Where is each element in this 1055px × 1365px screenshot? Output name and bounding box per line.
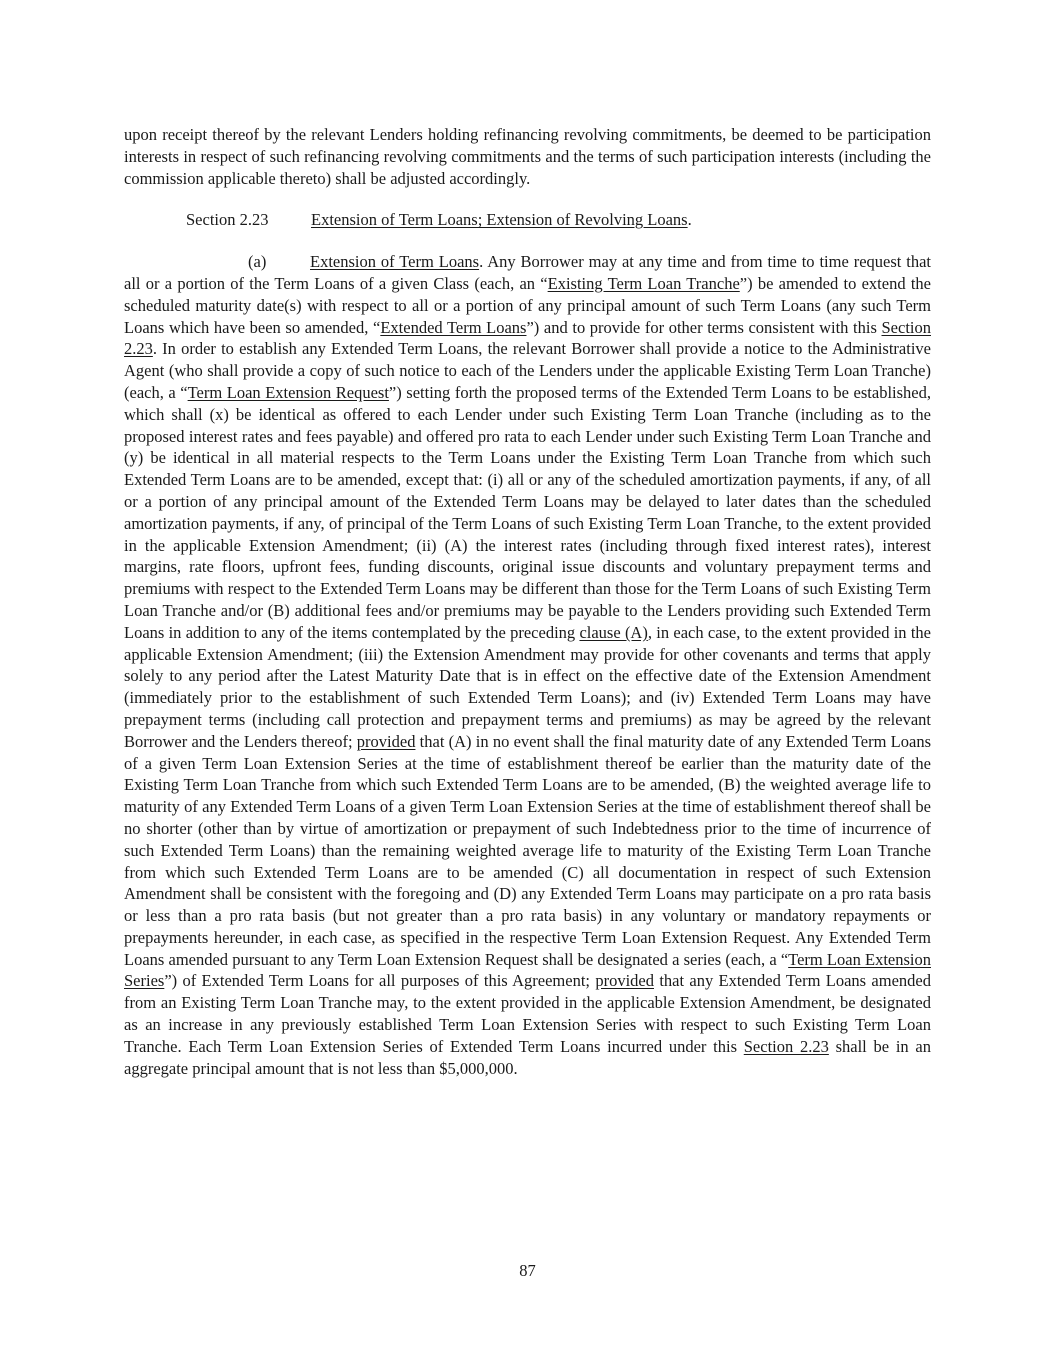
section-heading: [124, 209, 931, 231]
body-text-segment: . In order to establish any Extended Term Loans, the relevant Borrower shall provide a notice to the Administrative Agent (who shall provide a copy of such notice to each of the Lenders under the applicable Existing Term Loan Tranche) (each, a “: [124, 339, 931, 402]
body-text-segment: ”) and to provide for other terms consistent with this: [526, 317, 882, 337]
section-title: Extension of Term Loans; Extension of Revolving Loans: [311, 210, 688, 230]
defined-term: Extended Term Loans: [380, 317, 527, 337]
body-text-segment: . Any Borrower may at any time and from time to time request that all or a portion of the Term Loans of a given Class (each, an “: [124, 252, 931, 293]
defined-term: provided: [595, 971, 654, 991]
page-number: 87: [519, 1261, 536, 1280]
defined-term: Section 2.23: [124, 317, 931, 359]
body-text-segment: , in each case, to the extent provided in the applicable Extension Amendment; (iii) the Extension Amendment may provide for other covenants and terms that apply solely to any period after the Latest Maturity Date that is in effect on the effective date of the Extension Amendment (immediately prior to the establishment of such Extended Term Loans); and (iv) Extended Term Loans may have prepayment terms (including call protection and prepayment terms and premiums) as may be agreed by the relevant Borrower and the Lenders thereof;: [124, 622, 931, 751]
body-text-segment: that any Extended Term Loans amended from an Existing Term Loan Tranche may, to the extent provided in the applicable Extension Amendment, be designated as an increase in any previously established Term Loan Extension Series with respect to such Existing Term Loan Tranche. Each Term Loan Extension Series of Extended Term Loans incurred under this: [124, 971, 931, 1056]
defined-term: provided: [356, 731, 416, 751]
subsection-a-heading: Extension of Term Loans: [310, 252, 480, 272]
defined-term: Section 2.23: [743, 1036, 829, 1056]
defined-term: Existing Term Loan Tranche: [547, 273, 740, 293]
continuation-paragraph: upon receipt thereof by the relevant Lenders holding refinancing revolving commitments, be deemed to be participation interests in respect of such refinancing revolving commitments and the terms of such participation interests (including the commission applicable thereto) shall be adjusted accordingly.: [124, 125, 931, 188]
defined-term: Term Loan Extension Request: [187, 382, 389, 402]
body-text-segment: ”) be amended to extend the scheduled maturity date(s) with respect to all or a portion of any principal amount of such Term Loans (any such Term Loans which have been so amended, “: [124, 273, 931, 337]
section-number: Section 2.23: [186, 210, 269, 230]
defined-term: clause (A): [579, 622, 648, 642]
defined-term: Term Loan Extension Series: [124, 949, 931, 991]
body-text-segment: ”) of Extended Term Loans for all purposes of this Agreement;: [164, 971, 596, 991]
body-text-segment: ”) setting forth the proposed terms of the Extended Term Loans to be established, which shall (x) be identical as offered to each Lender under such Existing Term Loan Tranche (including as to the proposed interest rates and fees payable) and offered pro rata to each Lender under such Existing Term Loan Tranche and (y) be identical in all material respects to the Term Loans under the Existing Term Loan Tranche from which such Extended Term Loans are to be amended, except that: (i) all or any of the scheduled amortization payments, if any, of all or a portion of any principal amount of the Extended Term Loans may be delayed to later dates than the scheduled amortization payments, if any, of principal of the Term Loans of such Existing Term Loan Tranche, to the extent provided in the applicable Extension Amendment; (ii) (A) the interest rates (including through fixed interest rates), interest margins, rate floors, upfront fees, funding discounts, original issue discounts and voluntary prepayment terms and premiums with respect to the Extended Term Loans may be different than those for the Term Loans of such Existing Term Loan Tranche and/or (B) additional fees and/or premiums may be payable to the Lenders providing such Extended Term Loans in addition to any of the items contemplated by the preceding: [124, 382, 932, 642]
body-text-segment: that (A) in no event shall the final maturity date of any Extended Term Loans of a given Term Loan Extension Series at the time of establishment thereof be earlier than the maturity date of the Existing Term Loan Tranche from which such Extended Term Loans are to be amended, (B) the weighted average life to maturity of any Extended Term Loans of a given Term Loan Extension Series at the time of establishment thereof shall be no shorter (other than by virtue of amortization or prepayment of such Indebtedness prior to the time of incurrence of such Extended Term Loans) than the remaining weighted average life to maturity of the Existing Term Loan Tranche from which such Extended Term Loans are to be amended (C) all documentation in respect of such Extension Amendment shall be consistent with the foregoing and (D) any Extended Term Loans may participate on a pro rata basis or less than a pro rata basis (but not greater than a pro rata basis) in any voluntary or mandatory repayments or prepayments hereunder, in each case, as specified in the respective Term Loan Extension Request. Any Extended Term Loans amended pursuant to any Term Loan Extension Request shall be designated a series (each, a “: [124, 731, 932, 969]
subsection-a-paragraph: [124, 251, 931, 1079]
document-page: [124, 124, 931, 1079]
section-title-period: .: [687, 210, 692, 230]
body-text-segment: shall be in an aggregate principal amount that is not less than $5,000,000.: [124, 1036, 931, 1078]
subsection-a-marker: (a): [248, 252, 267, 272]
